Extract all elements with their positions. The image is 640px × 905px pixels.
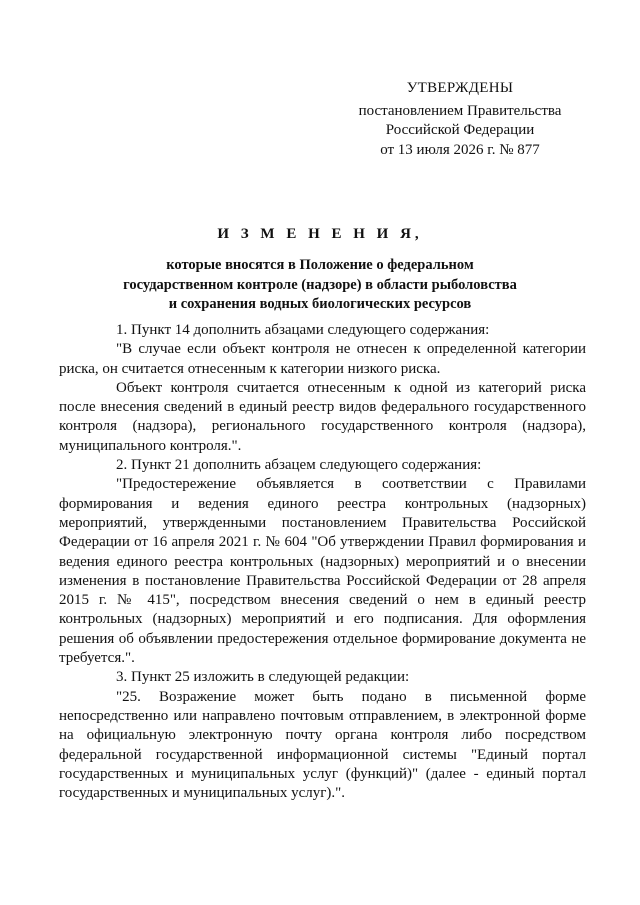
document-body	[59, 321, 586, 803]
paragraph-item-3: 3. Пункт 25 изложить в следующей редакции:	[116, 669, 410, 686]
approval-line-2: Российской Федерации	[385, 122, 535, 138]
paragraph-item-2: 2. Пункт 21 дополнить абзацем следующего содержания:	[116, 457, 482, 474]
approval-date-line: от 13 июля 2026 г. № 877	[380, 141, 540, 158]
paragraph-item-1: 1. Пункт 14 дополнить абзацами следующего содержания:	[116, 322, 490, 338]
document-subtitle-line-3: и сохранения водных биологических ресурсов	[168, 296, 472, 312]
paragraph-item-1-quote-a: "В случае если объект контроля не отнесен к определенной категории риска, он считается отнесенным к категории низкого риска.	[59, 341, 586, 377]
approval-stamp	[330, 79, 590, 160]
document-subtitle-line-1: которые вносятся в Положение о федеральном	[166, 257, 474, 273]
document-title-block	[60, 226, 580, 315]
document-subtitle-line-2: государственном контроле (надзоре) в области рыболовства	[123, 276, 517, 293]
document-title: И З М Е Н Е Н И Я,	[217, 226, 423, 242]
paragraph-item-3-quote: "25. Возражение может быть подано в письменной форме непосредственно или направлено почтовым отправлением, в электронной форме на официальную электронную почту органа контроля либо посредством федеральной государственной информационной системы "Единый портал государственных и муниципальных услуг (функций)" (далее - единый портал государственных и муниципальных услуг).".	[59, 688, 586, 802]
approval-line-1: постановлением Правительства	[358, 102, 562, 119]
approval-heading: УТВЕРЖДЕНЫ	[406, 80, 514, 96]
paragraph-item-2-quote: "Предостережение объявляется в соответствии с Правилами формирования и ведения единого реестра контрольных (надзорных) мероприятий, утвержденными постановлением Правительства Российской Федерации от 16 апреля 2021 г. № 604 "Об утверждении Правил формирования и ведения единого реестра контрольных (надзорных) мероприятий и о внесении изменения в постановление Правительства Российской Федерации от 28 апреля 2015 г. № 415", посредством внесения сведений о нем в единый реестр контрольных (надзорных) мероприятий и его подписания. Для оформления решения об объявлении предостережения отдельное формирование документа не требуется.".	[59, 476, 586, 667]
paragraph-item-1-quote-b: Объект контроля считается отнесенным к одной из категорий риска после внесения сведений в единый реестр видов федерального государственного контроля (надзора), регионального государственного контроля (надзора), муниципального контроля.".	[59, 379, 586, 454]
